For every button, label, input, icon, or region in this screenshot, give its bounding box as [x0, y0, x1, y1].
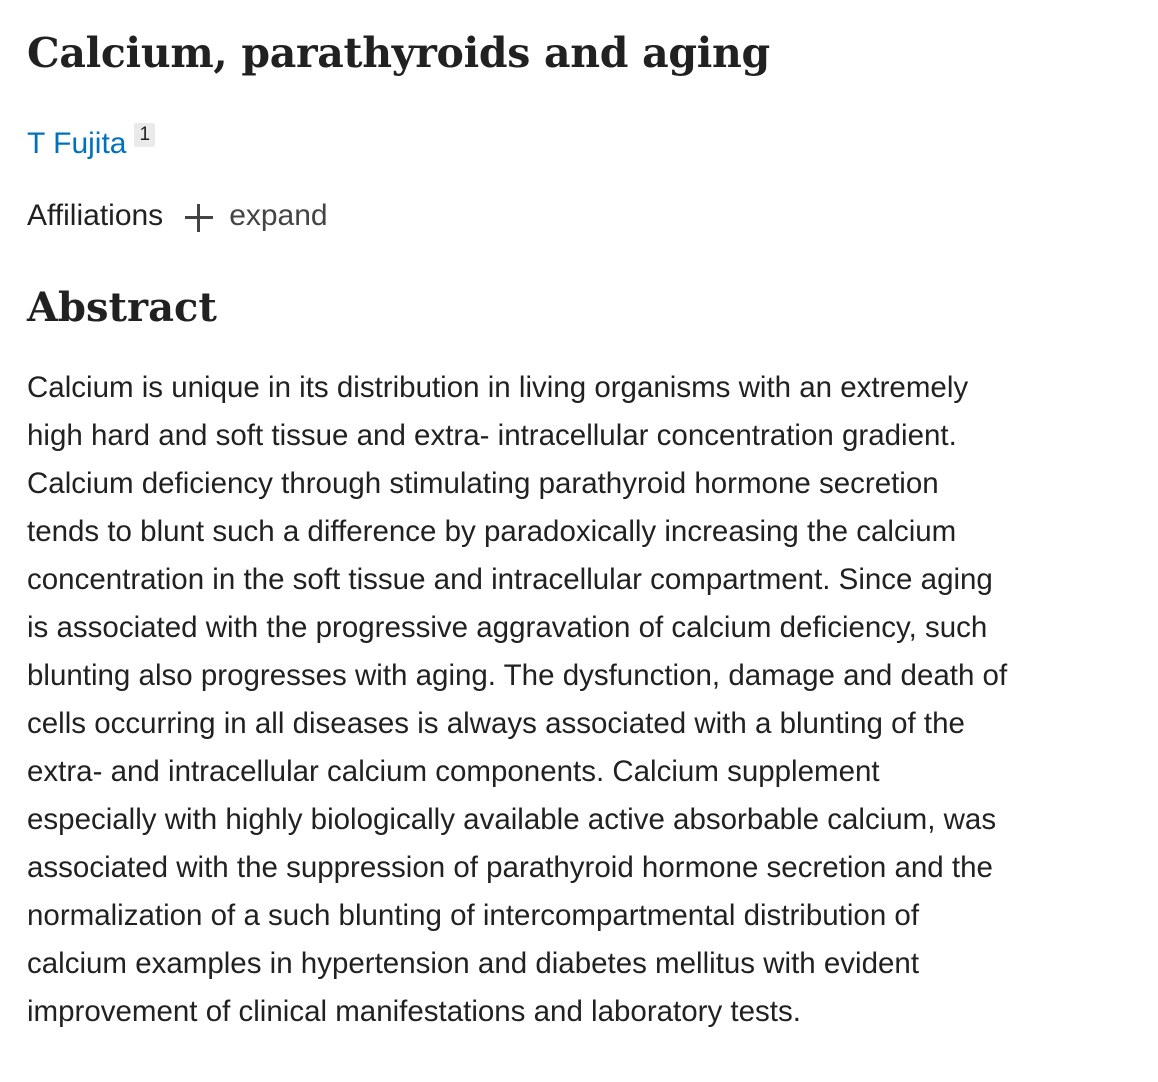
article-title: Calcium, parathyroids and aging: [27, 29, 770, 77]
affiliation-ref-badge[interactable]: 1: [134, 123, 155, 147]
abstract-line: Calcium deficiency through stimulating parathyroid hormone secretion: [27, 467, 939, 500]
abstract-line: improvement of clinical manifestations and laboratory tests.: [27, 995, 801, 1028]
abstract-line: concentration in the soft tissue and intracellular compartment. Since aging: [27, 563, 993, 596]
author-list: [27, 126, 1131, 162]
abstract-line: cells occurring in all diseases is always associated with a blunting of the: [27, 707, 965, 740]
expand-label: expand: [229, 199, 328, 232]
abstract-heading: Abstract: [27, 284, 217, 331]
abstract-line: extra- and intracellular calcium components. Calcium supplement: [27, 755, 880, 788]
abstract-line: high hard and soft tissue and extra- intracellular concentration gradient.: [27, 419, 957, 452]
affiliations-section: [27, 196, 1131, 236]
abstract-body: [27, 364, 1127, 1036]
plus-icon: [185, 204, 213, 232]
affiliations-expand-button[interactable]: [185, 196, 327, 236]
abstract-line: calcium examples in hypertension and diabetes mellitus with evident: [27, 947, 920, 980]
affiliations-label: Affiliations: [27, 199, 164, 232]
abstract-line: blunting also progresses with aging. The dysfunction, damage and death of: [27, 659, 1008, 692]
author-link[interactable]: T Fujita: [27, 127, 127, 160]
abstract-line: normalization of a such blunting of intercompartmental distribution of: [27, 899, 920, 932]
abstract-line: is associated with the progressive aggravation of calcium deficiency, such: [27, 611, 988, 644]
abstract-line: Calcium is unique in its distribution in living organisms with an extremely: [27, 371, 969, 404]
abstract-line: especially with highly biologically available active absorbable calcium, was: [27, 803, 997, 836]
abstract-line: associated with the suppression of parathyroid hormone secretion and the: [27, 851, 993, 884]
abstract-line: tends to blunt such a difference by paradoxically increasing the calcium: [27, 515, 957, 548]
